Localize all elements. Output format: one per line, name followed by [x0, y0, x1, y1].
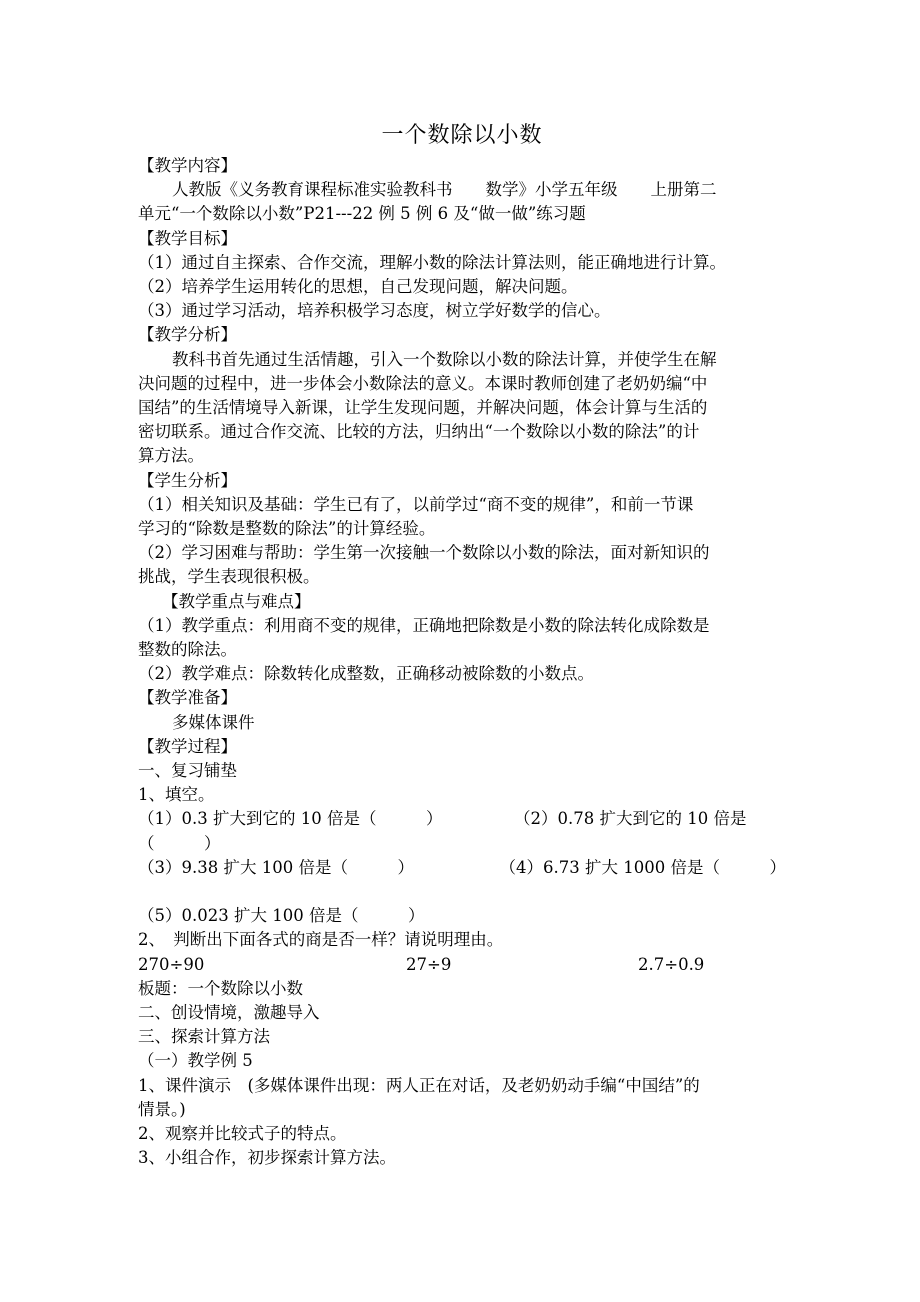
step-1-line-1: 1、课件演示 (多媒体课件出现：两人正在对话，及老奶奶动手编“中国结”的	[138, 1075, 700, 1095]
step-2: 2、观察并比较式子的特点。	[138, 1123, 347, 1143]
document-page	[138, 118, 786, 1170]
analysis-line-2: 决问题的过程中，进一步体会小数除法的意义。本课时教师创建了老奶奶编“中	[138, 373, 708, 393]
document-title: 一个数除以小数	[381, 123, 543, 148]
difficult-point-line: （2）教学难点：除数转化成整数，正确移动被除数的小数点。	[138, 664, 594, 684]
section-heading-content: 【教学内容】	[138, 156, 237, 175]
section-heading-analysis: 【教学分析】	[138, 325, 237, 345]
student-item-1-line-1: （1）相关知识及基础：学生已有了，以前学过“商不变的规律”，和前一节课	[138, 494, 694, 514]
expression-row	[138, 953, 786, 977]
process-part-2: 二、创设情境，激趣导入	[138, 1002, 320, 1022]
section-heading-student: 【学生分析】	[138, 470, 237, 490]
fill-blank-4: （4）6.73 扩大 1000 倍是（ ）	[499, 857, 786, 877]
section-heading-preparation: 【教学准备】	[138, 688, 237, 708]
section-heading-key-points: 【教学重点与难点】	[162, 591, 311, 611]
expression-1: 270÷90	[138, 954, 205, 974]
key-point-line-1: （1）教学重点：利用商不变的规律，正确地把除数是小数的除法转化成除数是	[138, 615, 710, 635]
question-1: 1、填空。	[138, 785, 215, 805]
section-heading-process: 【教学过程】	[138, 736, 237, 756]
board-title: 板题：一个数除以小数	[138, 978, 303, 998]
sub-section-example-5: （一）教学例 5	[138, 1051, 253, 1071]
spacer	[138, 880, 786, 904]
expression-3: 2.7÷0.9	[638, 954, 705, 974]
goal-item-3: （3）通过学习活动，培养积极学习态度，树立学好数学的信心。	[138, 301, 611, 321]
fill-blank-2-continued: （ ）	[138, 833, 221, 853]
fill-blank-1: （1）0.3 扩大到它的 10 倍是（ ）	[138, 809, 443, 829]
fill-blank-2: （2）0.78 扩大到它的 10 倍是	[514, 809, 747, 829]
expression-2: 27÷9	[406, 954, 452, 974]
goal-item-1: （1）通过自主探索、合作交流，理解小数的除法计算法则，能正确地进行计算。	[138, 252, 726, 272]
fill-blank-5: （5）0.023 扩大 100 倍是（ ）	[138, 906, 425, 926]
step-3: 3、小组合作，初步探索计算方法。	[138, 1148, 396, 1168]
fill-row-1	[138, 807, 786, 831]
content-paragraph-line-1: 人教版《义务教育课程标准实验教科书 数学》小学五年级 上册第二	[172, 180, 717, 200]
fill-blank-3: （3）9.38 扩大 100 倍是（ ）	[138, 857, 414, 877]
question-2: 2、 判断出下面各式的商是否一样？请说明理由。	[138, 930, 504, 950]
content-paragraph-line-2: 单元“一个数除以小数”P21---22 例 5 例 6 及“做一做”练习题	[138, 204, 586, 224]
analysis-line-4: 密切联系。通过合作交流、比较的方法，归纳出“一个数除以小数的除法”的计	[138, 422, 700, 442]
process-part-1: 一、复习铺垫	[138, 761, 237, 781]
analysis-line-1: 教科书首先通过生活情趣，引入一个数除以小数的除法计算，并使学生在解	[172, 349, 717, 369]
analysis-line-5: 算方法。	[138, 446, 204, 466]
analysis-line-3: 国结”的生活情境导入新课，让学生发现问题，并解决问题，体会计算与生活的	[138, 398, 708, 418]
student-item-1-line-2: 学习的“除数是整数的除法”的计算经验。	[138, 519, 436, 539]
process-part-3: 三、探索计算方法	[138, 1027, 270, 1047]
key-point-line-2: 整数的除法。	[138, 640, 237, 660]
student-item-2-line-2: 挑战，学生表现很积极。	[138, 567, 320, 587]
student-item-2-line-1: （2）学习困难与帮助：学生第一次接触一个数除以小数的除法，面对新知识的	[138, 543, 710, 563]
preparation-item: 多媒体课件	[172, 712, 255, 732]
goal-item-2: （2）培养学生运用转化的思想，自己发现问题，解决问题。	[138, 277, 578, 297]
section-heading-goals: 【教学目标】	[138, 228, 237, 248]
fill-row-2	[138, 856, 786, 880]
step-1-line-2: 情景。)	[138, 1099, 186, 1119]
